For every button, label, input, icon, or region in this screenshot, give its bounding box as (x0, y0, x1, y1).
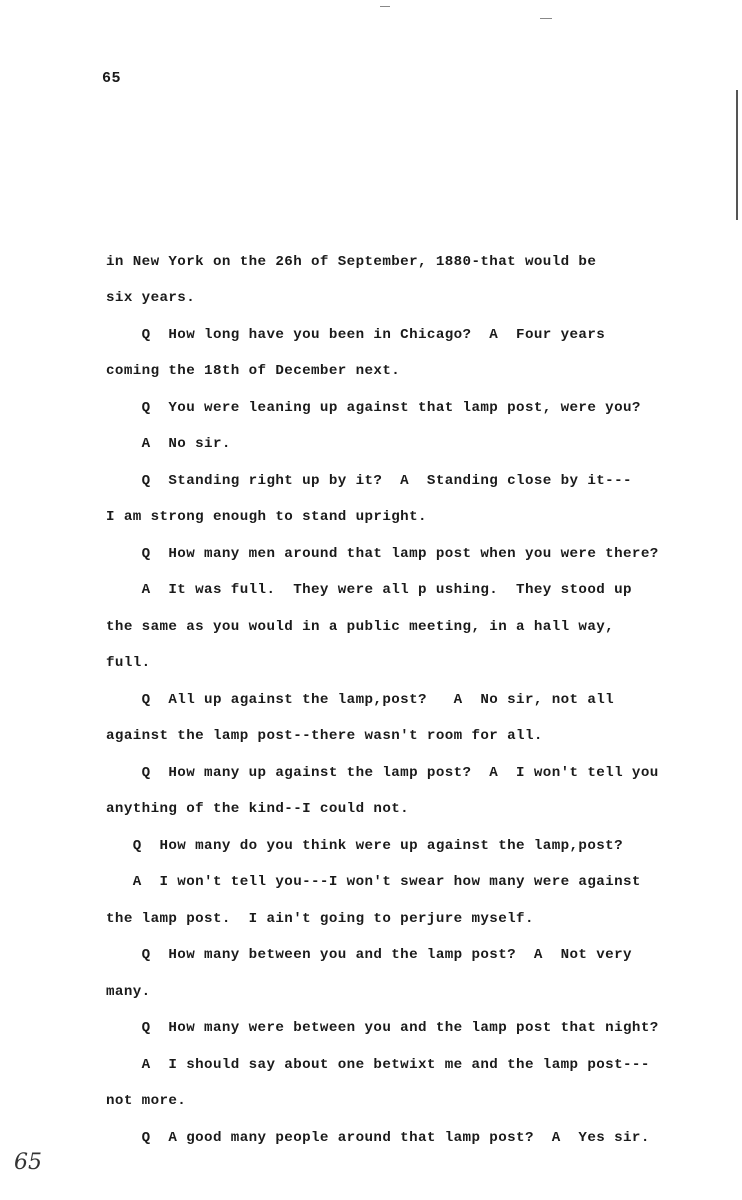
transcript-line: in New York on the 26h of September, 1880-that would be (106, 254, 597, 270)
transcript-line: Q How many up against the lamp post? A I won't tell you (106, 765, 659, 781)
scan-mark (540, 18, 552, 19)
transcript-line: full. (106, 655, 151, 671)
transcript-line: many. (106, 984, 151, 1000)
transcript-line: Q How many between you and the lamp post? A Not very (106, 947, 632, 963)
transcript-body (106, 250, 706, 1146)
transcript-line: A I should say about one betwixt me and the lamp post--- (106, 1057, 650, 1073)
transcript-line: I am strong enough to stand upright. (106, 509, 427, 525)
transcript-line: A No sir. (106, 436, 231, 452)
transcript-line: Q How long have you been in Chicago? A Four years (106, 327, 606, 343)
page-number: 65 (102, 70, 122, 87)
transcript-line: the lamp post. I ain't going to perjure myself. (106, 911, 534, 927)
transcript-line: Q How many do you think were up against the lamp,post? (106, 838, 624, 854)
transcript-line: A I won't tell you---I won't swear how many were against (106, 874, 641, 890)
transcript-line: not more. (106, 1093, 187, 1109)
transcript-line: A It was full. They were all p ushing. They stood up (106, 582, 632, 598)
transcript-line: Q How many were between you and the lamp post that night? (106, 1020, 659, 1036)
scan-mark (380, 6, 390, 7)
handwritten-folio-number: 65 (14, 1150, 42, 1175)
transcript-line: the same as you would in a public meeting, in a hall way, (106, 619, 615, 635)
transcript-line: Q Standing right up by it? A Standing close by it--- (106, 473, 632, 489)
transcript-line: Q How many men around that lamp post when you were there? (106, 546, 659, 562)
transcript-line: coming the 18th of December next. (106, 363, 401, 379)
transcript-line: Q You were leaning up against that lamp post, were you? (106, 400, 641, 416)
transcript-line: six years. (106, 290, 196, 306)
transcript-line: against the lamp post--there wasn't room for all. (106, 728, 543, 744)
transcript-line: anything of the kind--I could not. (106, 801, 410, 817)
transcript-line: Q A good many people around that lamp post? A Yes sir. (106, 1130, 650, 1146)
margin-rule (736, 90, 738, 220)
transcript-line: Q All up against the lamp,post? A No sir, not all (106, 692, 615, 708)
